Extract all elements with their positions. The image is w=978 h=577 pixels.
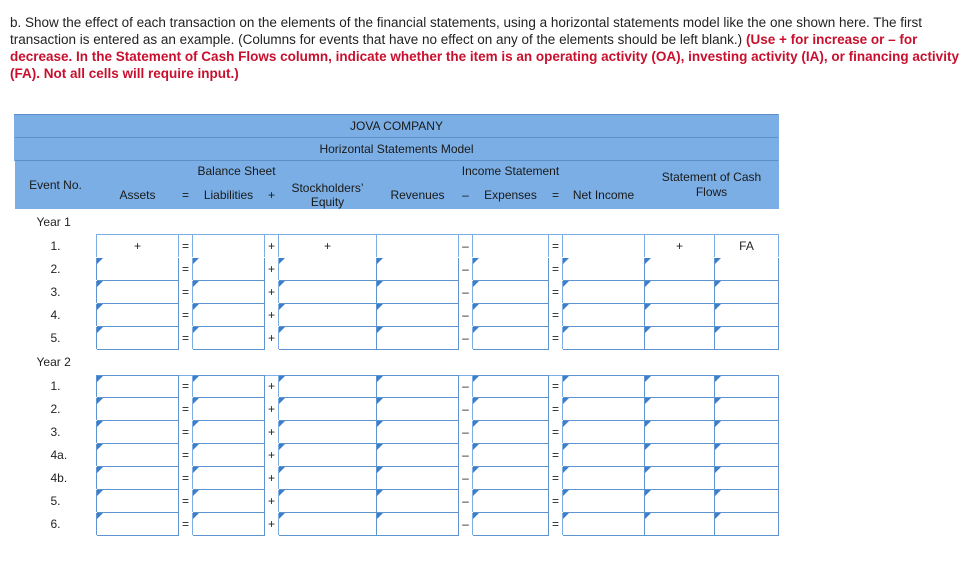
assets-input[interactable] — [97, 280, 179, 303]
assets-input[interactable] — [97, 375, 179, 398]
equals-sign: = — [549, 375, 563, 398]
minus-op-header: – — [459, 181, 473, 209]
net-income-input[interactable] — [563, 490, 645, 513]
equals-sign: = — [179, 257, 193, 280]
plus-sign: + — [265, 398, 279, 421]
cash-flows-header: Statement of Cash Flows — [645, 161, 779, 210]
year-1-row — [15, 209, 779, 235]
equals-sign: = — [179, 444, 193, 467]
equals-sign: = — [179, 490, 193, 513]
minus-sign: – — [459, 375, 473, 398]
equals-sign: = — [549, 398, 563, 421]
event-row — [15, 421, 779, 444]
revenues-input[interactable] — [377, 467, 459, 490]
liabilities-input[interactable] — [193, 303, 265, 326]
plus-op-header: + — [265, 181, 279, 209]
company-name: JOVA COMPANY — [15, 115, 779, 138]
revenues-input[interactable] — [377, 375, 459, 398]
instructions — [10, 14, 960, 82]
event-row — [15, 280, 779, 303]
event-row — [15, 444, 779, 467]
minus-sign: – — [459, 513, 473, 536]
equals-sign: = — [179, 398, 193, 421]
cash-sign-input[interactable] — [645, 490, 715, 513]
cash-sign-input[interactable] — [645, 375, 715, 398]
liabilities-input[interactable] — [193, 326, 265, 349]
net-income-input[interactable] — [563, 375, 645, 398]
equals-sign: = — [549, 257, 563, 280]
plus-sign: + — [265, 467, 279, 490]
assets-input[interactable] — [97, 513, 179, 536]
equity-input[interactable] — [279, 467, 377, 490]
instructions-lead: b. Show the effect of each transaction on the elements of the financial statements, using a horizontal statements model like the one shown here. The first transaction is entered as an example. (Columns for events that have no effect on any of the elements should be left blank.) — [10, 15, 923, 47]
cash-activity-input[interactable] — [715, 375, 779, 398]
liabilities-cell — [193, 235, 265, 258]
equity-input[interactable] — [279, 257, 377, 280]
year-2-row — [15, 349, 779, 375]
equals-sign: = — [549, 303, 563, 326]
event-number: 5. — [15, 326, 97, 349]
event-number: 3. — [15, 421, 97, 444]
expenses-input[interactable] — [473, 303, 549, 326]
event-number: 1. — [15, 235, 97, 258]
cash-activity-input[interactable] — [715, 326, 779, 349]
cash-sign-input[interactable] — [645, 444, 715, 467]
equity-input[interactable] — [279, 326, 377, 349]
revenues-input[interactable] — [377, 326, 459, 349]
event-row — [15, 513, 779, 536]
cash-sign-input[interactable] — [645, 398, 715, 421]
liabilities-input[interactable] — [193, 280, 265, 303]
cash-activity-cell: FA — [715, 235, 779, 258]
event-number: 4b. — [15, 467, 97, 490]
equals-sign: = — [549, 421, 563, 444]
plus-sign: + — [265, 375, 279, 398]
income-statement-header: Income Statement — [377, 161, 645, 182]
plus-sign: + — [265, 444, 279, 467]
equity-input[interactable] — [279, 490, 377, 513]
assets-input[interactable] — [97, 303, 179, 326]
balance-sheet-header: Balance Sheet — [97, 161, 377, 182]
minus-sign: – — [459, 303, 473, 326]
cash-activity-input[interactable] — [715, 398, 779, 421]
expenses-input[interactable] — [473, 444, 549, 467]
equals-op-header: = — [179, 181, 193, 209]
cash-sign-input[interactable] — [645, 280, 715, 303]
equals-sign: = — [179, 235, 193, 258]
plus-sign: + — [265, 303, 279, 326]
equals-sign: = — [549, 513, 563, 536]
equals-sign: = — [549, 235, 563, 258]
equals-sign: = — [179, 421, 193, 444]
equals-sign: = — [179, 513, 193, 536]
cash-activity-input[interactable] — [715, 467, 779, 490]
plus-sign: + — [265, 513, 279, 536]
net-income-input[interactable] — [563, 444, 645, 467]
equals-sign: = — [179, 303, 193, 326]
expenses-input[interactable] — [473, 326, 549, 349]
revenues-cell — [377, 235, 459, 258]
event-number: 6. — [15, 513, 97, 536]
equals-sign: = — [179, 280, 193, 303]
year-label: Year 2 — [36, 355, 71, 370]
net-income-input[interactable] — [563, 398, 645, 421]
plus-sign: + — [265, 257, 279, 280]
event-row — [15, 303, 779, 326]
minus-sign: – — [459, 257, 473, 280]
assets-cell: + — [97, 235, 179, 258]
net-income-input[interactable] — [563, 326, 645, 349]
plus-sign: + — [265, 490, 279, 513]
event-row — [15, 375, 779, 398]
plus-sign: + — [265, 280, 279, 303]
minus-sign: – — [459, 398, 473, 421]
cash-sign-input[interactable] — [645, 257, 715, 280]
equity-input[interactable] — [279, 444, 377, 467]
net-income-input[interactable] — [563, 421, 645, 444]
assets-input[interactable] — [97, 444, 179, 467]
event-number: 2. — [15, 257, 97, 280]
expenses-input[interactable] — [473, 375, 549, 398]
liabilities-input[interactable] — [193, 513, 265, 536]
expenses-header: Expenses — [473, 181, 549, 209]
liabilities-input[interactable] — [193, 421, 265, 444]
revenues-input[interactable] — [377, 490, 459, 513]
event-number: 4. — [15, 303, 97, 326]
expenses-input[interactable] — [473, 421, 549, 444]
liabilities-input[interactable] — [193, 467, 265, 490]
assets-input[interactable] — [97, 257, 179, 280]
example-row — [15, 235, 779, 258]
net-income-header: Net Income — [563, 181, 645, 209]
expenses-input[interactable] — [473, 467, 549, 490]
net-income-input[interactable] — [563, 280, 645, 303]
cash-activity-input[interactable] — [715, 490, 779, 513]
cash-sign-input[interactable] — [645, 513, 715, 536]
equals-op-header-2: = — [549, 181, 563, 209]
assets-header: Assets — [97, 181, 179, 209]
cash-activity-input[interactable] — [715, 257, 779, 280]
instructions-note: (Use + for increase or – for decrease. In the Statement of Cash Flows column, indicate whether the item is an operating activity (OA), investing activity (IA), or financing activity (FA). Not all cells will require input.) — [10, 32, 959, 81]
net-income-input[interactable] — [563, 467, 645, 490]
revenues-input[interactable] — [377, 280, 459, 303]
assets-input[interactable] — [97, 421, 179, 444]
event-number: 2. — [15, 398, 97, 421]
equity-input[interactable] — [279, 398, 377, 421]
event-row — [15, 326, 779, 349]
cash-activity-input[interactable] — [715, 280, 779, 303]
liabilities-input[interactable] — [193, 490, 265, 513]
cash-activity-input[interactable] — [715, 444, 779, 467]
equity-cell: + — [279, 235, 377, 258]
minus-sign: – — [459, 280, 473, 303]
liabilities-input[interactable] — [193, 257, 265, 280]
expenses-input[interactable] — [473, 398, 549, 421]
horizontal-statements-model-table — [14, 114, 779, 536]
equals-sign: = — [179, 467, 193, 490]
revenues-input[interactable] — [377, 303, 459, 326]
cash-sign-cell: + — [645, 235, 715, 258]
minus-sign: – — [459, 444, 473, 467]
assets-input[interactable] — [97, 326, 179, 349]
liabilities-header: Liabilities — [193, 181, 265, 209]
cash-sign-input[interactable] — [645, 326, 715, 349]
equity-input[interactable] — [279, 421, 377, 444]
plus-sign: + — [265, 421, 279, 444]
event-number: 4a. — [15, 444, 97, 467]
equals-sign: = — [549, 326, 563, 349]
revenues-input[interactable] — [377, 257, 459, 280]
year-label: Year 1 — [36, 214, 71, 229]
expenses-cell — [473, 235, 549, 258]
plus-sign: + — [265, 326, 279, 349]
equity-input[interactable] — [279, 303, 377, 326]
cash-activity-input[interactable] — [715, 421, 779, 444]
equals-sign: = — [549, 467, 563, 490]
cash-sign-input[interactable] — [645, 303, 715, 326]
liabilities-input[interactable] — [193, 398, 265, 421]
plus-sign: + — [265, 235, 279, 258]
minus-sign: – — [459, 235, 473, 258]
event-no-header: Event No. — [15, 161, 97, 210]
expenses-input[interactable] — [473, 280, 549, 303]
minus-sign: – — [459, 467, 473, 490]
cash-activity-input[interactable] — [715, 303, 779, 326]
minus-sign: – — [459, 490, 473, 513]
liabilities-input[interactable] — [193, 444, 265, 467]
revenues-header: Revenues — [377, 181, 459, 209]
event-row — [15, 490, 779, 513]
equals-sign: = — [549, 444, 563, 467]
net-income-input[interactable] — [563, 257, 645, 280]
liabilities-input[interactable] — [193, 375, 265, 398]
equals-sign: = — [549, 490, 563, 513]
equity-header: Stockholders’ Equity — [279, 181, 377, 209]
revenues-input[interactable] — [377, 444, 459, 467]
revenues-input[interactable] — [377, 398, 459, 421]
event-row — [15, 398, 779, 421]
net-income-cell — [563, 235, 645, 258]
model-title: Horizontal Statements Model — [15, 138, 779, 161]
net-income-input[interactable] — [563, 303, 645, 326]
minus-sign: – — [459, 421, 473, 444]
event-number: 3. — [15, 280, 97, 303]
cash-sign-input[interactable] — [645, 421, 715, 444]
assets-input[interactable] — [97, 490, 179, 513]
equals-sign: = — [179, 375, 193, 398]
cash-activity-input[interactable] — [715, 513, 779, 536]
assets-input[interactable] — [97, 398, 179, 421]
revenues-input[interactable] — [377, 421, 459, 444]
equity-input[interactable] — [279, 513, 377, 536]
event-row — [15, 257, 779, 280]
event-row — [15, 467, 779, 490]
expenses-input[interactable] — [473, 490, 549, 513]
equals-sign: = — [549, 280, 563, 303]
minus-sign: – — [459, 326, 473, 349]
expenses-input[interactable] — [473, 257, 549, 280]
revenues-input[interactable] — [377, 513, 459, 536]
equals-sign: = — [179, 326, 193, 349]
assets-input[interactable] — [97, 467, 179, 490]
expenses-input[interactable] — [473, 513, 549, 536]
event-number: 5. — [15, 490, 97, 513]
event-number: 1. — [15, 375, 97, 398]
equity-input[interactable] — [279, 280, 377, 303]
cash-sign-input[interactable] — [645, 467, 715, 490]
equity-input[interactable] — [279, 375, 377, 398]
net-income-input[interactable] — [563, 513, 645, 536]
